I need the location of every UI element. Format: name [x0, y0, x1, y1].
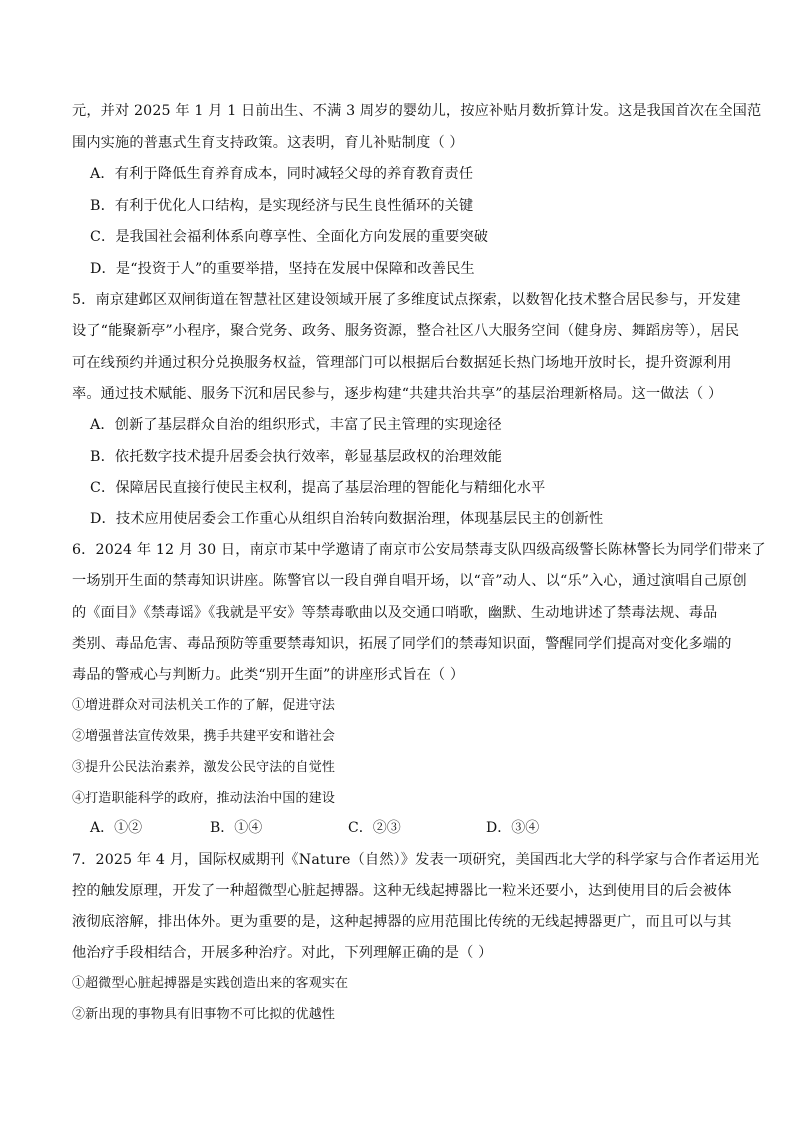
q7-stem-line-4: 他治疗手段相结合，开展多种治疗。对此，下列理解正确的是（ ） — [72, 945, 493, 961]
q6-choice-c: C．②③ — [348, 820, 401, 836]
q4-stem-line-2: 围内实施的普惠式生育支持政策。这表明，育儿补贴制度（ ） — [72, 135, 464, 151]
q4-option-a: A．有利于降低生育养育成本，同时减轻父母的养育教育责任 — [90, 166, 474, 182]
q7-stem-line-2: 控的触发原理，开发了一种超微型心脏起搏器。这种无线起搏器比一粒米还要小，达到使用目的后会被体 — [72, 883, 732, 899]
q7-statement-1: ①超微型心脏起搏器是实践创造出来的客观实在 — [72, 976, 349, 991]
q5-option-a: A．创新了基层群众自治的组织形式，丰富了民主管理的实现途径 — [90, 417, 502, 433]
q6-choice-a: A．①② — [90, 820, 143, 836]
q5-stem-line-3: 可在线预约并通过积分兑换服务权益，管理部门可以根据后台数据延长热门场地开放时长，提升资源利用 — [72, 355, 732, 371]
q7-stem-line-3: 液彻底溶解，排出体外。更为重要的是，这种起搏器的应用范围比传统的无线起搏器更广，而且可以与其 — [72, 914, 732, 930]
q5-stem-line-2: 设了“能聚新亭”小程序，聚合党务、政务、服务资源，整合社区八大服务空间（健身房、舞蹈房等），居民 — [72, 323, 740, 339]
q4-option-c: C．是我国社会福利体系向尊享性、全面化方向发展的重要突破 — [90, 229, 489, 245]
q6-stem-line-4: 类别、毒品危害、毒品预防等重要禁毒知识，拓展了同学们的禁毒知识面，警醒同学们提高对变化多端的 — [72, 636, 732, 652]
q6-statement-2: ②增强普法宣传效果，携手共建平安和谐社会 — [72, 729, 336, 744]
q6-stem-line-1: 6．2024 年 12 月 30 日，南京市某中学邀请了南京市公安局禁毒支队四级高级警长陈林警长为同学们带来了 — [72, 542, 766, 558]
q6-stem-line-2: 一场别开生面的禁毒知识讲座。陈警官以一段自弹自唱开场，以“音”动人、以“乐”入心，通过演唱自己原创 — [72, 573, 747, 589]
q6-choice-b: B．①④ — [210, 820, 263, 836]
q4-stem-line-1: 元，并对 2025 年 1 月 1 日前出生、不满 3 周岁的婴幼儿，按应补贴月数折算计发。这是我国首次在全国范 — [72, 103, 762, 119]
q6-statement-4: ④打造职能科学的政府，推动法治中国的建设 — [72, 791, 336, 806]
q4-option-d: D．是“投资于人”的重要举措，坚持在发展中保障和改善民生 — [90, 261, 475, 277]
q7-statement-2: ②新出现的事物具有旧事物不可比拟的优越性 — [72, 1007, 336, 1022]
q6-choice-d: D．③④ — [486, 820, 540, 836]
q5-stem-line-1: 5．南京建邺区双闸街道在智慧社区建设领域开展了多维度试点探索，以数智化技术整合居民参与，开发建 — [72, 292, 741, 308]
q6-statement-1: ①增进群众对司法机关工作的了解，促进守法 — [72, 698, 336, 713]
q6-stem-line-3: 的《面目》《禁毒谣》《我就是平安》等禁毒歌曲以及交通口哨歌，幽默、生动地讲述了禁毒法规、毒品 — [72, 605, 718, 621]
q5-stem-line-4: 率。通过技术赋能、服务下沉和居民参与，逐步构建“共建共治共享”的基层治理新格局。这一做法（ ） — [72, 386, 723, 402]
q6-stem-line-5: 毒品的警戒心与判断力。此类“别开生面”的讲座形式旨在（ ） — [72, 667, 465, 683]
q5-option-b: B．依托数字技术提升居委会执行效率，彰显基层政权的治理效能 — [90, 449, 503, 465]
q5-option-d: D．技术应用使居委会工作重心从组织自治转向数据治理，体现基层民主的创新性 — [90, 511, 604, 527]
q4-option-b: B．有利于优化人口结构，是实现经济与民生良性循环的关键 — [90, 198, 474, 214]
q7-stem-line-1: 7．2025 年 4 月，国际权威期刊《Nature（自然）》发表一项研究，美国西北大学的科学家与合作者运用光 — [72, 852, 760, 868]
q5-option-c: C．保障居民直接行使民主权利，提高了基层治理的智能化与精细化水平 — [90, 480, 546, 496]
q6-statement-3: ③提升公民法治素养，激发公民守法的自觉性 — [72, 760, 336, 775]
